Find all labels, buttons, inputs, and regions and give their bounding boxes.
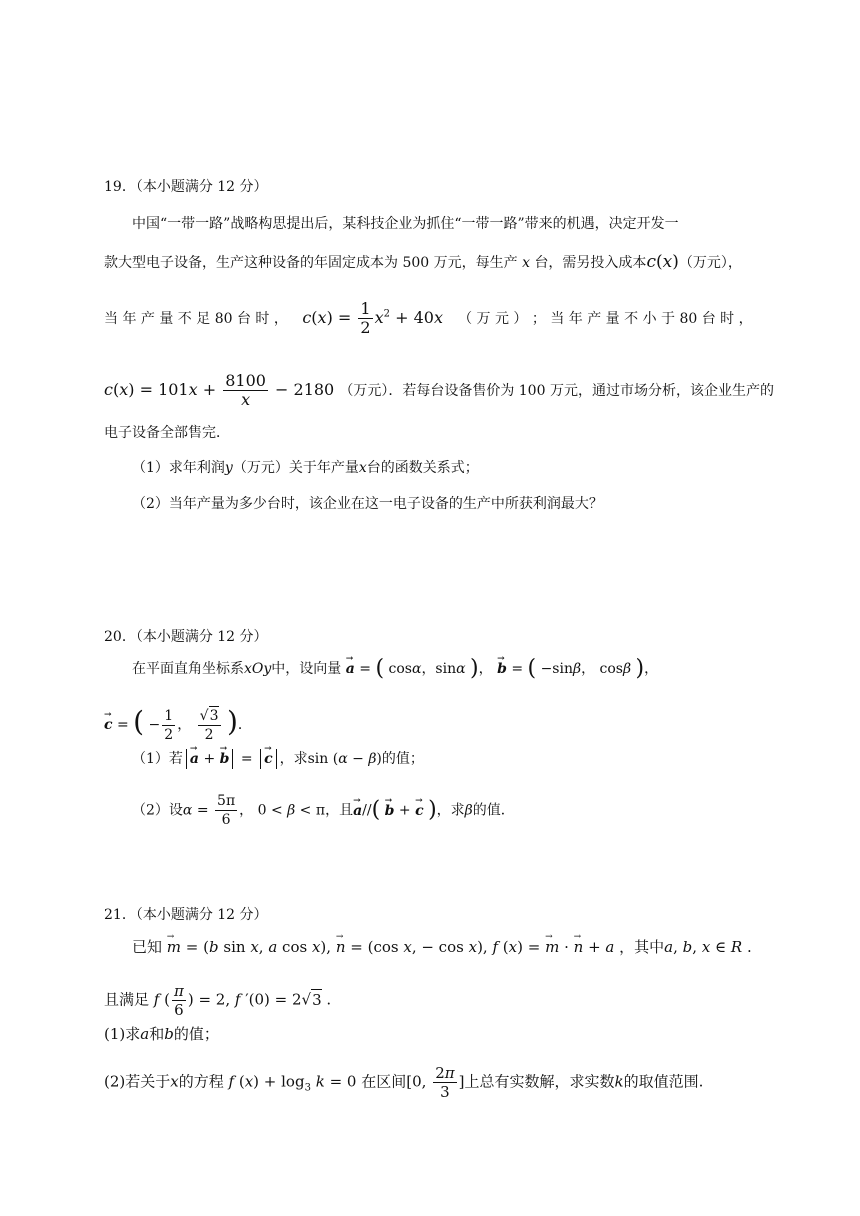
question-20-part-1: （1）若→ a + → b = → c ，求sin (α − β)的值； <box>132 749 424 769</box>
vectors-m-n-def: → m = (b sin x, a cos x), → n = (cos x, − cos x), f (x) = → m · → n + a <box>167 938 619 956</box>
question-21-line-2: 且满足 f ( $\frac{\pi}{6}$ ) = 2, f ′(0) = 2√3 . <box>104 982 332 1019</box>
vector-b-def: → b = ( −sinβ， cosβ )， <box>497 661 658 677</box>
question-19-part-2: （2）当年产量为多少台时，该企业在这一电子设备的生产中所获利润最大？ <box>132 496 603 512</box>
question-21-header: 21．（本小题满分 12 分） <box>104 907 268 923</box>
question-20-line-1: 在平面直角坐标系xOy中，设向量 → a = ( cosα，sinα )， → b = ( −sinβ， cosβ )， <box>132 659 658 679</box>
vector-c-def: → c = ( − $\frac{1}{2}$ ， $\frac{√3}{2}$ )． <box>104 717 252 733</box>
question-20-header: 20．（本小题满分 12 分） <box>104 629 268 645</box>
question-20-line-2 <box>104 706 252 744</box>
question-20-part-2: （2）设α = $\frac{5\pi}{6}$ ， 0 < β < π，且→ a//( → b + → c )，求β的值． <box>132 792 515 829</box>
question-19-line-5: 电子设备全部售完． <box>104 425 230 441</box>
question-19-line-1: 中国“一带一路”战略构思提出后，某科技企业为抓住“一带一路”带来的机遇，决定开发一 <box>132 216 679 232</box>
question-19-header: 19．（本小题满分 12 分） <box>104 179 268 195</box>
question-19-part-1: （1）求年利润y（万元）关于年产量x台的函数关系式； <box>132 460 479 476</box>
cost-formula-over-80: c(x) = 101x + $\frac{8100}{x}$ − 2180 <box>104 371 340 409</box>
question-19-line-2: 款大型电子设备，生产这种设备的年固定成本为 500 万元，每生产 x 台，需另投入成本c(x)（万元）， <box>104 252 742 272</box>
question-21-line-1: 已知 → m = (b sin x, a cos x), → n = (cos x, − cos x), f (x) = → m · → n + a ，其中a, b, x ∈ R . <box>132 937 752 957</box>
vector-a-def: → a = ( cosα，sinα )， <box>346 661 497 677</box>
question-19-line-3: 当 年 产 量 不 足 80 台 时 ， c(x) = $\frac{1}{2}$ $x^2 + 40x$ （ 万 元 ） ； 当 年 产 量 不 小 于 80 台 时 ， <box>104 299 753 337</box>
question-21-part-1: (1)求a和b的值； <box>104 1025 219 1043</box>
question-21-part-2: (2)若关于x的方程 f $(x) + \log_3 k = 0$ 在区间[0, $\frac{2\pi}{3}$ ]上总有实数解，求实数k的取值范围. <box>104 1064 704 1101</box>
cost-formula-under-80: c(x) = $\frac{1}{2}$ $x^2 + 40x$ <box>302 299 443 337</box>
question-19-line-4: c(x) = 101x + $\frac{8100}{x}$ − 2180 （万元）．若每台设备售价为 100 万元，通过市场分析，该企业生产的 <box>104 371 774 409</box>
